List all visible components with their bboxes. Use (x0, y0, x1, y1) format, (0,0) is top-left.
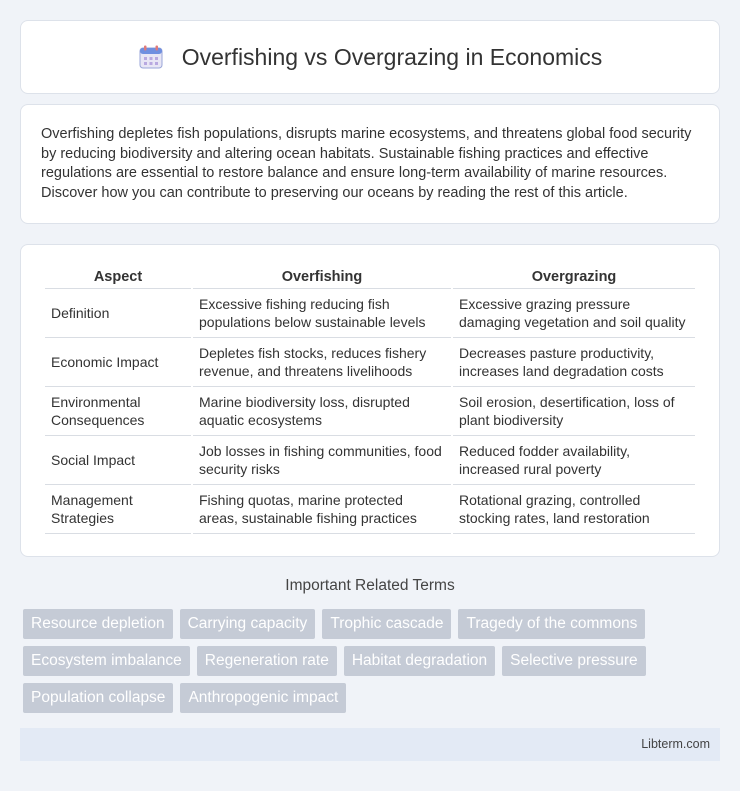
term-tag[interactable]: Habitat degradation (344, 646, 495, 676)
page-title: Overfishing vs Overgrazing in Economics (181, 43, 603, 70)
title-card (20, 20, 720, 94)
comparison-table-card (20, 244, 720, 557)
term-tag[interactable]: Resource depletion (23, 609, 173, 639)
table-cell-overgrazing: Soil erosion, desertification, loss of plant biodiversity (453, 387, 695, 436)
term-tag[interactable]: Selective pressure (502, 646, 646, 676)
table-cell-overgrazing: Excessive grazing pressure damaging vegetation and soil quality (453, 289, 695, 338)
table-cell-aspect: Definition (45, 289, 191, 338)
table-row (45, 387, 695, 436)
term-tag[interactable]: Carrying capacity (180, 609, 316, 639)
table-cell-overfishing: Fishing quotas, marine protected areas, sustainable fishing practices (193, 485, 451, 534)
column-header-aspect: Aspect (45, 263, 191, 289)
table-cell-aspect: Social Impact (45, 436, 191, 485)
calendar-icon (138, 44, 164, 70)
term-tag[interactable]: Tragedy of the commons (458, 609, 645, 639)
term-tag[interactable]: Anthropogenic impact (180, 683, 346, 713)
table-cell-overfishing: Marine biodiversity loss, disrupted aquatic ecosystems (193, 387, 451, 436)
table-cell-aspect: Management Strategies (45, 485, 191, 534)
table-header-row (45, 263, 695, 289)
table-cell-overgrazing: Rotational grazing, controlled stocking rates, land restoration (453, 485, 695, 534)
table-row (45, 485, 695, 534)
intro-paragraph: Overfishing depletes fish populations, disrupts marine ecosystems, and threatens global food security by reducing biodiversity and altering ocean habitats. Sustainable fishing practices and effective regulations are essential to restore balance and ensure long-term availability of marine resources. Discover how you can contribute to preserving our oceans by reading the rest of this article. (41, 126, 692, 201)
table-row (45, 436, 695, 485)
term-tag[interactable]: Population collapse (23, 683, 173, 713)
table-cell-overgrazing: Reduced fodder availability, increased rural poverty (453, 436, 695, 485)
column-header-overfishing: Overfishing (193, 263, 451, 289)
table-cell-overfishing: Job losses in fishing communities, food security risks (193, 436, 451, 485)
related-terms-list (23, 609, 723, 713)
table-cell-overfishing: Depletes fish stocks, reduces fishery revenue, and threatens livelihoods (193, 338, 451, 387)
table-row (45, 338, 695, 387)
comparison-table (43, 263, 697, 534)
table-row (45, 289, 695, 338)
footer-brand-link[interactable]: Libterm.com (641, 737, 710, 751)
term-tag[interactable]: Trophic cascade (322, 609, 451, 639)
related-terms-heading: Important Related Terms (285, 577, 455, 594)
column-header-overgrazing: Overgrazing (453, 263, 695, 289)
intro-card (20, 104, 720, 224)
table-cell-overfishing: Excessive fishing reducing fish populations below sustainable levels (193, 289, 451, 338)
table-cell-aspect: Environmental Consequences (45, 387, 191, 436)
table-cell-aspect: Economic Impact (45, 338, 191, 387)
footer (20, 728, 720, 761)
term-tag[interactable]: Ecosystem imbalance (23, 646, 190, 676)
table-cell-overgrazing: Decreases pasture productivity, increases land degradation costs (453, 338, 695, 387)
term-tag[interactable]: Regeneration rate (197, 646, 337, 676)
